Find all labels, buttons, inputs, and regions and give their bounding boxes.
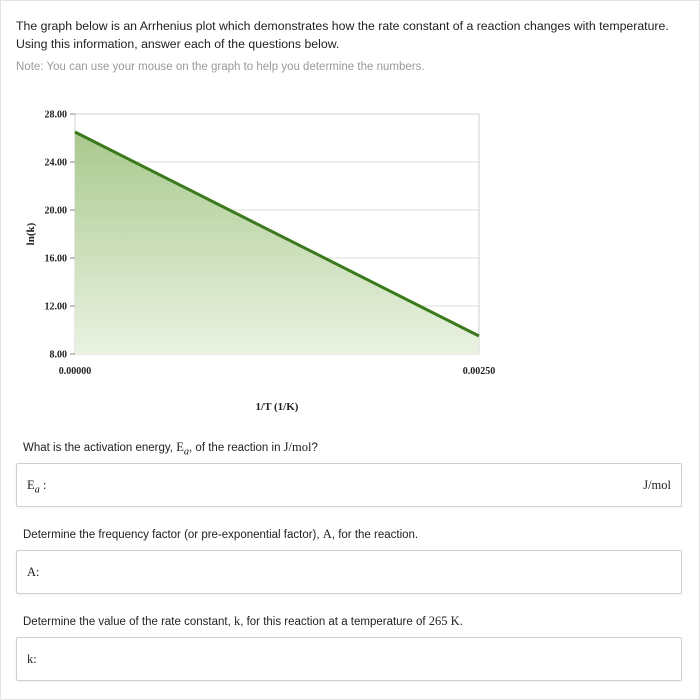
question-symbol: k xyxy=(233,614,241,628)
x-tick-label: 0.00250 xyxy=(462,366,496,377)
question-temperature: 265 K xyxy=(428,614,460,628)
y-tick-label: 20.00 xyxy=(44,205,67,217)
answer-unit: J/mol xyxy=(643,478,671,492)
x-tick-label: 0.00000 xyxy=(58,366,92,377)
note-text: Note: You can use your mouse on the graph to help you determine the numbers. xyxy=(16,61,425,73)
rate-constant-input[interactable] xyxy=(57,646,621,672)
y-tick-label: 24.00 xyxy=(44,157,67,169)
y-tick-label: 8.00 xyxy=(49,349,67,361)
y-tick-label: 16.00 xyxy=(44,253,67,265)
y-tick-label: 12.00 xyxy=(44,301,67,313)
answer-label: $E_a$ : xyxy=(27,478,47,496)
question-frequency-factor: Determine the frequency factor (or pre-exponential factor), A, for the reaction. xyxy=(23,527,419,541)
frequency-factor-input[interactable] xyxy=(57,559,621,585)
area-fill xyxy=(75,132,479,354)
question-text: What is the activation energy, xyxy=(23,442,177,454)
answer-box-frequency-factor[interactable] xyxy=(16,550,682,594)
activation-energy-input[interactable] xyxy=(57,472,621,498)
x-axis-ticks xyxy=(59,366,496,377)
y-axis-ticks xyxy=(45,110,76,361)
question-symbol: $E_a$ xyxy=(176,440,190,458)
question-unit: J/mol xyxy=(283,440,312,454)
intro-text: The graph below is an Arrhenius plot which demonstrates how the rate constant of a reaction changes with temperature. Using this information, answer each of the questions below. xyxy=(16,19,669,51)
answer-label: k: xyxy=(27,652,37,666)
answer-box-rate-constant[interactable] xyxy=(16,637,682,681)
y-axis-title: ln(k) xyxy=(25,222,37,246)
question-activation-energy: What is the activation energy, $E_a$, of the reaction in J/mol? xyxy=(23,440,318,458)
arrhenius-chart[interactable] xyxy=(0,92,700,432)
answer-label: A: xyxy=(27,565,40,579)
y-tick-label: 28.00 xyxy=(44,109,67,121)
question-rate-constant: Determine the value of the rate constant, k, for this reaction at a temperature of 265 K. xyxy=(23,614,463,628)
answer-box-activation-energy[interactable] xyxy=(16,463,682,507)
question-symbol: A xyxy=(322,527,332,541)
x-axis-title: 1/T (1/K) xyxy=(255,401,299,413)
